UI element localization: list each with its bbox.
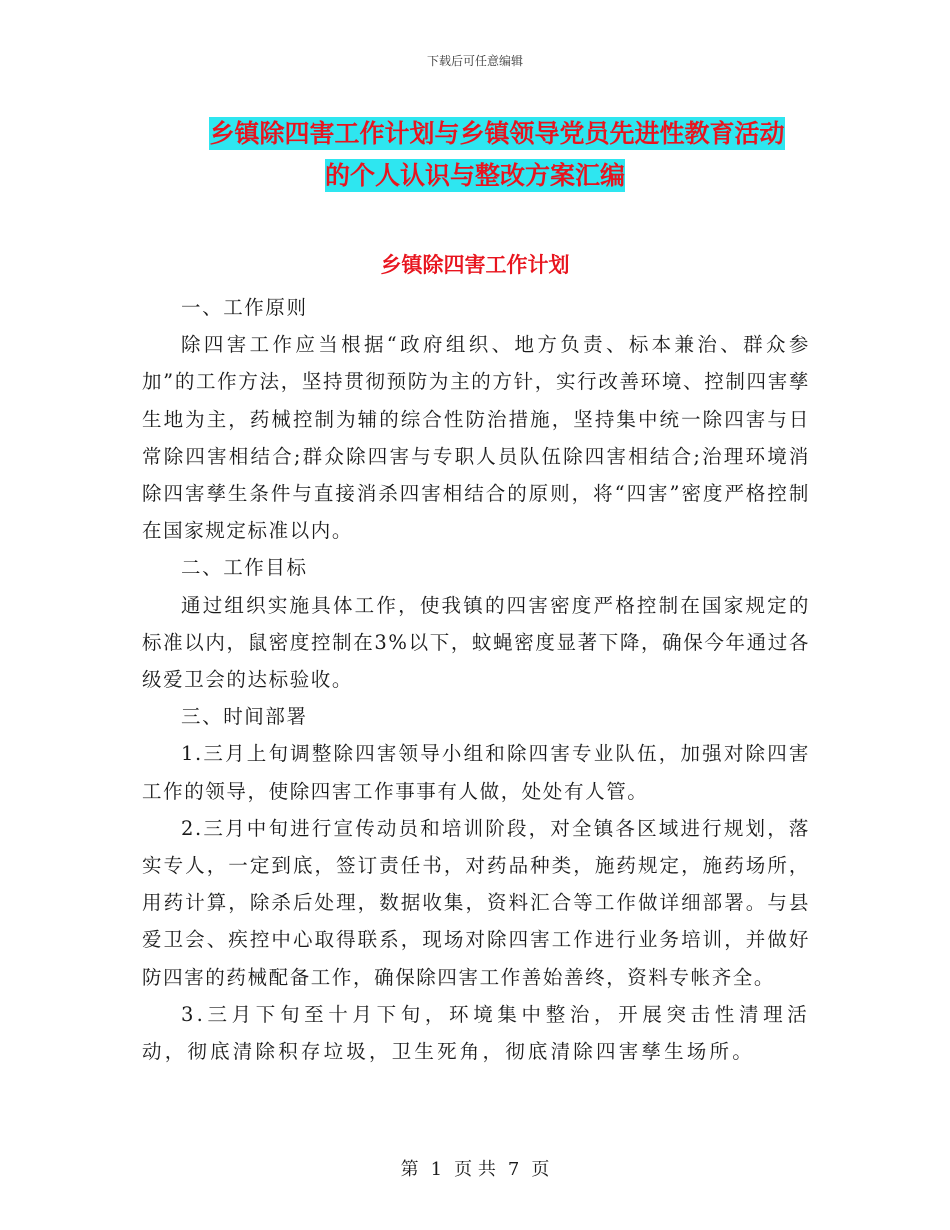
page-header-note: 下载后可任意编辑 [426, 54, 523, 68]
heading-work-goal: 二、工作目标 [181, 556, 308, 580]
heading-work-principle: 一、工作原则 [181, 296, 308, 319]
paragraph-work-principle: 除四害工作应当根据“政府组织、地方负责、标本兼治、群众参加”的工作方法，坚持贯彻预防为主的方针，实行改善环境、控制四害孳生地为主，药械控制为辅的综合性防治措施，坚持集中统一除四害与日常除四害相结合;群众除四害与专职人员队伍除四害相结合;治理环境消除四害孳生条件与直接消杀四害相结合的原则，将“四害”密度严格控制在国家规定标准以内。 [142, 333, 810, 543]
footer-page-number: 1 [430, 1159, 443, 1180]
document-title-text-1: 乡镇除四害工作计划与乡镇领导党员先进性教育活动 [209, 119, 785, 148]
document-title-text-2: 的个人认识与整改方案汇编 [324, 161, 625, 190]
paragraph-schedule-item-2: 2.三月中旬进行宣传动员和培训阶段，对全镇各区域进行规划，落实专人，一定到底，签订责任书，对药品种类，施药规定，施药场所，用药计算，除杀后处理，数据收集，资料汇合等工作做详细部署。与县爱卫会、疾控中心取得联系，现场对除四害工作进行业务培训，并做好防四害的药械配备工作，确保除四害工作善始善终，资料专帐齐全。 [142, 816, 810, 989]
section-title: 乡镇除四害工作计划 [380, 253, 570, 277]
paragraph-schedule-item-3: 3.三月下旬至十月下旬，环境集中整治，开展突击性清理活动，彻底清除积存垃圾，卫生死角，彻底清除四害孳生场所。 [142, 1002, 810, 1064]
paragraph-schedule-item-1: 1.三月上旬调整除四害领导小组和除四害专业队伍，加强对除四害工作的领导，使除四害工作事事有人做，处处有人管。 [142, 742, 810, 803]
footer-suffix: 页 [531, 1159, 550, 1180]
document-title-line-1 [22, 114, 950, 150]
footer-total-pages: 7 [507, 1159, 520, 1180]
page-footer [0, 1155, 950, 1181]
document-title-line-2 [0, 156, 950, 192]
footer-prefix: 第 [400, 1159, 419, 1180]
paragraph-work-goal: 通过组织实施具体工作，使我镇的四害密度严格控制在国家规定的标准以内，鼠密度控制在3%以下，蚊蝇密度显著下降，确保今年通过各级爱卫会的达标验收。 [142, 593, 810, 692]
footer-middle: 页 共 [454, 1159, 496, 1180]
heading-time-schedule: 三、时间部署 [181, 705, 308, 729]
document-body [142, 289, 810, 1070]
